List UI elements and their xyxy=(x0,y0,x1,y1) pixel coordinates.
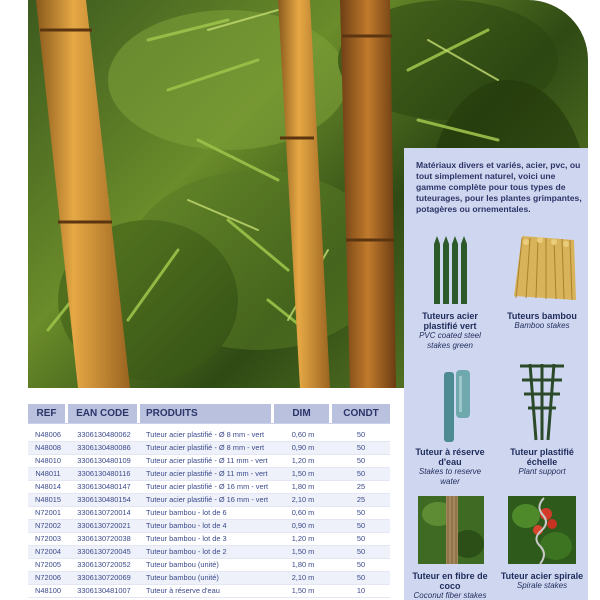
cell-condt: 50 xyxy=(332,442,390,455)
cell-ean: 3306130720052 xyxy=(68,559,140,572)
table-row xyxy=(28,481,390,494)
cell-dim: 0,60 m xyxy=(274,507,332,520)
product-card-spiral-stake xyxy=(500,494,584,591)
cell-ref: N48006 xyxy=(28,429,68,442)
cell-ean: 3306130480116 xyxy=(68,468,140,481)
cell-ean: 3306130720045 xyxy=(68,546,140,559)
green-steel-stakes-icon xyxy=(408,236,492,306)
product-subtitle: Bamboo stakes xyxy=(514,321,570,330)
product-name: Tuteur à réserve d'eau xyxy=(415,447,485,467)
cell-product: Tuteur acier plastifié - Ø 11 mm - vert xyxy=(140,455,274,468)
header-dim: DIM xyxy=(274,404,332,423)
table-row xyxy=(28,494,390,507)
table-row xyxy=(28,585,390,598)
coconut-fiber-stake-icon xyxy=(408,494,492,566)
cell-product: Tuteur acier plastifié - Ø 16 mm - vert xyxy=(140,481,274,494)
cell-product: Tuteur acier plastifié - Ø 16 mm - vert xyxy=(140,494,274,507)
cell-ean: 3306130480086 xyxy=(68,442,140,455)
product-subtitle: Plant support xyxy=(518,467,566,476)
cell-ean: 3306130720038 xyxy=(68,533,140,546)
water-reserve-stake-icon xyxy=(408,370,492,442)
cell-dim: 2,10 m xyxy=(274,572,332,585)
cell-ean: 3306130720014 xyxy=(68,507,140,520)
product-subtitle: Coconut fiber stakes xyxy=(413,591,487,600)
cell-ref: N48011 xyxy=(28,468,68,481)
cell-ref: N48014 xyxy=(28,481,68,494)
ladder-support-icon xyxy=(500,360,584,442)
bamboo-bundle-icon xyxy=(500,236,584,306)
cell-ref: N48010 xyxy=(28,455,68,468)
cell-dim: 1,80 m xyxy=(274,559,332,572)
cell-condt: 50 xyxy=(332,507,390,520)
cell-ean: 3306130480062 xyxy=(68,429,140,442)
cell-ref: N48008 xyxy=(28,442,68,455)
cell-condt: 50 xyxy=(332,455,390,468)
cell-condt: 50 xyxy=(332,546,390,559)
product-card-ladder-support xyxy=(500,360,584,477)
header-ref: REF xyxy=(28,404,68,423)
cell-condt: 50 xyxy=(332,429,390,442)
product-name: Tuteurs acier plastifié vert xyxy=(422,311,478,331)
product-subtitle: Stakes to reserve water xyxy=(418,467,482,486)
product-card-coconut-fiber xyxy=(408,494,492,600)
cell-dim: 0,90 m xyxy=(274,442,332,455)
table-row xyxy=(28,546,390,559)
product-name: Tuteur plastifié échelle xyxy=(510,447,574,467)
cell-ean: 3306130480147 xyxy=(68,481,140,494)
header-ean-code: EAN CODE xyxy=(68,404,140,423)
cell-ean: 3306130720021 xyxy=(68,520,140,533)
cell-dim: 2,10 m xyxy=(274,494,332,507)
table-row xyxy=(28,442,390,455)
product-card-bamboo-stakes xyxy=(500,236,584,331)
cell-ref: N48015 xyxy=(28,494,68,507)
product-card-water-reserve xyxy=(408,370,492,486)
cell-condt: 25 xyxy=(332,481,390,494)
product-name: Tuteur en fibre de coco xyxy=(412,571,488,591)
product-table xyxy=(28,404,390,598)
table-row xyxy=(28,507,390,520)
table-row xyxy=(28,533,390,546)
table-row xyxy=(28,559,390,572)
table-row xyxy=(28,520,390,533)
cell-dim: 1,80 m xyxy=(274,481,332,494)
cell-ean: 3306130481007 xyxy=(68,585,140,598)
cell-ref: N72001 xyxy=(28,507,68,520)
product-name: Tuteur acier spirale xyxy=(500,571,584,581)
cell-condt: 50 xyxy=(332,533,390,546)
header-condt: CONDT xyxy=(332,404,390,423)
product-card-steel-stakes xyxy=(408,236,492,350)
cell-ref: N72003 xyxy=(28,533,68,546)
cell-condt: 25 xyxy=(332,494,390,507)
cell-condt: 10 xyxy=(332,585,390,598)
cell-ref: N48100 xyxy=(28,585,68,598)
cell-condt: 50 xyxy=(332,572,390,585)
table-row xyxy=(28,429,390,442)
intro-text: Matériaux divers et variés, acier, pvc, ou tout simplement naturel, voici une gamme complète pour tous types de tuteurages, pour les plantes grimpantes, potagères ou ornementales. xyxy=(416,160,582,214)
spiral-stake-icon xyxy=(500,494,584,566)
cell-ref: N72005 xyxy=(28,559,68,572)
cell-dim: 1,50 m xyxy=(274,546,332,559)
cell-product: Tuteur bambou - lot de 2 xyxy=(140,546,274,559)
cell-product: Tuteur à réserve d'eau xyxy=(140,585,274,598)
cell-ean: 3306130480109 xyxy=(68,455,140,468)
cell-dim: 1,20 m xyxy=(274,455,332,468)
table-row xyxy=(28,572,390,585)
cell-ean: 3306130720069 xyxy=(68,572,140,585)
table-row xyxy=(28,468,390,481)
header-produits: PRODUITS xyxy=(140,404,274,423)
table-header-row xyxy=(28,404,390,423)
cell-dim: 0,90 m xyxy=(274,520,332,533)
cell-product: Tuteur bambou (unité) xyxy=(140,572,274,585)
product-name: Tuteurs bambou xyxy=(507,311,577,321)
cell-condt: 50 xyxy=(332,520,390,533)
cell-product: Tuteur acier plastifié - Ø 8 mm - vert xyxy=(140,442,274,455)
cell-ref: N72004 xyxy=(28,546,68,559)
product-subtitle: Spirale stakes xyxy=(516,581,568,590)
cell-dim: 1,20 m xyxy=(274,533,332,546)
cell-dim: 1,50 m xyxy=(274,468,332,481)
cell-condt: 50 xyxy=(332,468,390,481)
cell-ref: N72006 xyxy=(28,572,68,585)
table-row xyxy=(28,455,390,468)
cell-product: Tuteur bambou (unité) xyxy=(140,559,274,572)
cell-dim: 1,50 m xyxy=(274,585,332,598)
cell-product: Tuteur bambou - lot de 4 xyxy=(140,520,274,533)
cell-product: Tuteur acier plastifié - Ø 11 mm - vert xyxy=(140,468,274,481)
cell-condt: 50 xyxy=(332,559,390,572)
cell-dim: 0,60 m xyxy=(274,429,332,442)
cell-product: Tuteur bambou - lot de 6 xyxy=(140,507,274,520)
cell-ean: 3306130480154 xyxy=(68,494,140,507)
product-subtitle: PVC coated steel stakes green xyxy=(419,331,481,350)
cell-product: Tuteur bambou - lot de 3 xyxy=(140,533,274,546)
cell-product: Tuteur acier plastifié - Ø 8 mm - vert xyxy=(140,429,274,442)
cell-ref: N72002 xyxy=(28,520,68,533)
product-info-panel xyxy=(404,148,588,600)
